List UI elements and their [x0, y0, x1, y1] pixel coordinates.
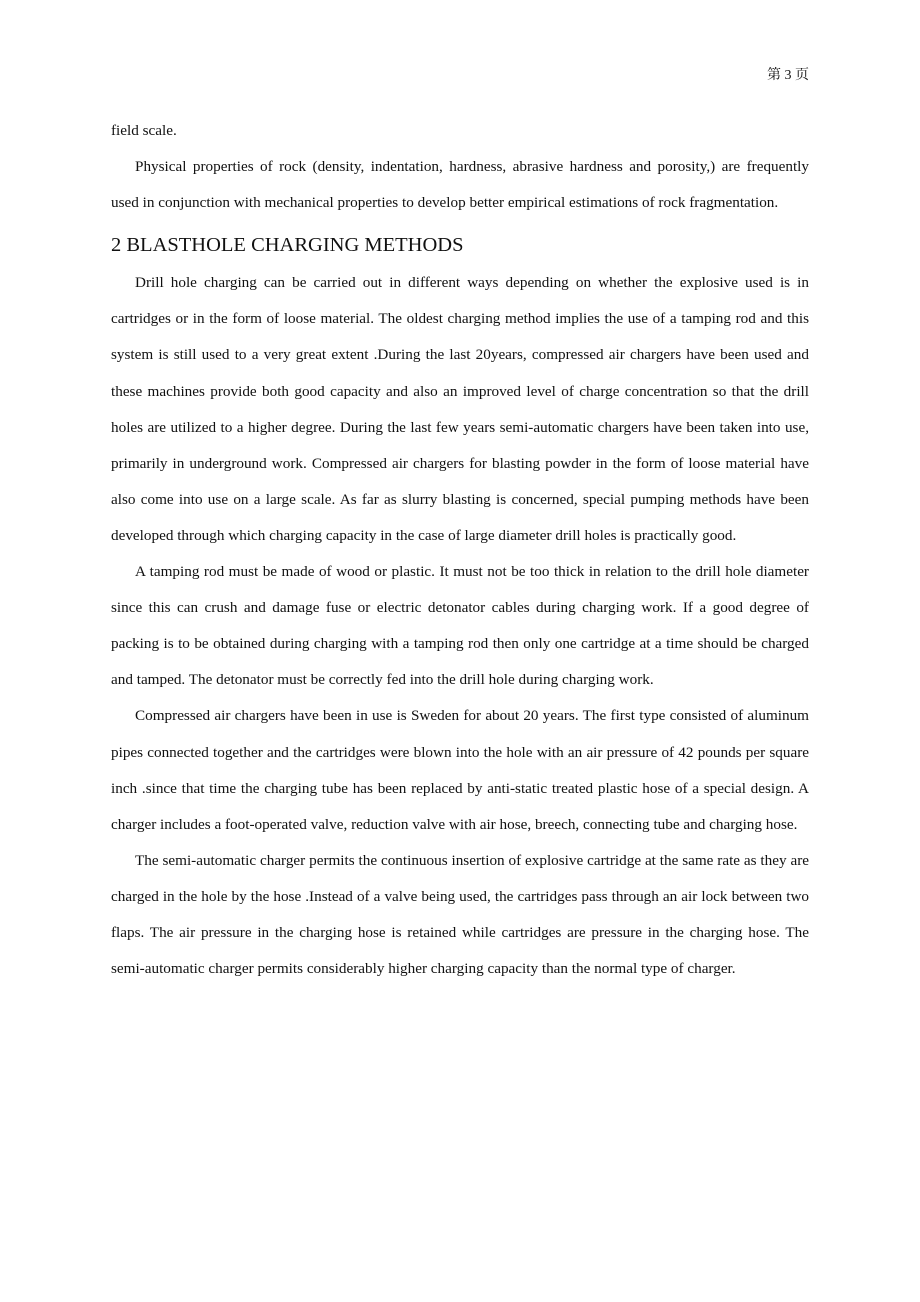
paragraph-charging-overview: Drill hole charging can be carried out in different ways depending on whether the explosive used is in cartridges or in the form of loose material. The oldest charging method implies the use of a tamping rod and this system is still used to a very great extent .During the last 20years, compressed air chargers have been used and these machines provide both good capacity and also an improved level of charge concentration so that the drill holes are utilized to a higher degree. During the last few years semi-automatic chargers have been taken into use, primarily in underground work. Compressed air chargers for blasting powder in the form of loose material have also come into use on a large scale. As far as slurry blasting is concerned, special pumping methods have been developed through which charging capacity in the case of large diameter drill holes is practically good. [111, 274, 809, 544]
section-heading: 2 BLASTHOLE CHARGING METHODS [111, 234, 464, 257]
document-body [111, 113, 809, 987]
paragraph-continuation: field scale. [111, 122, 177, 139]
page-number: 第 3 页 [767, 68, 809, 83]
paragraph-rock-properties: Physical properties of rock (density, indentation, hardness, abrasive hardness and porosity,) are frequently used in conjunction with mechanical properties to develop better empirical estimations of rock fragmentation. [111, 158, 809, 212]
paragraph-compressed-air-chargers: Compressed air chargers have been in use is Sweden for about 20 years. The first type consisted of aluminum pipes connected together and the cartridges were blown into the hole with an air pressure of 42 pounds per square inch .since that time the charging tube has been replaced by anti-static treated plastic hose of a special design. A charger includes a foot-operated valve, reduction valve with air hose, breech, connecting tube and charging hose. [111, 707, 809, 833]
paragraph-tamping-rod: A tamping rod must be made of wood or plastic. It must not be too thick in relation to the drill hole diameter since this can crush and damage fuse or electric detonator cables during charging work. If a good degree of packing is to be obtained during charging with a tamping rod then only one cartridge at a time should be charged and tamped. The detonator must be correctly fed into the drill hole during charging work. [111, 563, 809, 689]
paragraph-semi-automatic-charger: The semi-automatic charger permits the continuous insertion of explosive cartridge at the same rate as they are charged in the hole by the hose .Instead of a valve being used, the cartridges pass through an air lock between two flaps. The air pressure in the charging hose is retained while cartridges are pressure in the charging hose. The semi-automatic charger permits considerably higher charging capacity than the normal type of charger. [111, 851, 809, 978]
